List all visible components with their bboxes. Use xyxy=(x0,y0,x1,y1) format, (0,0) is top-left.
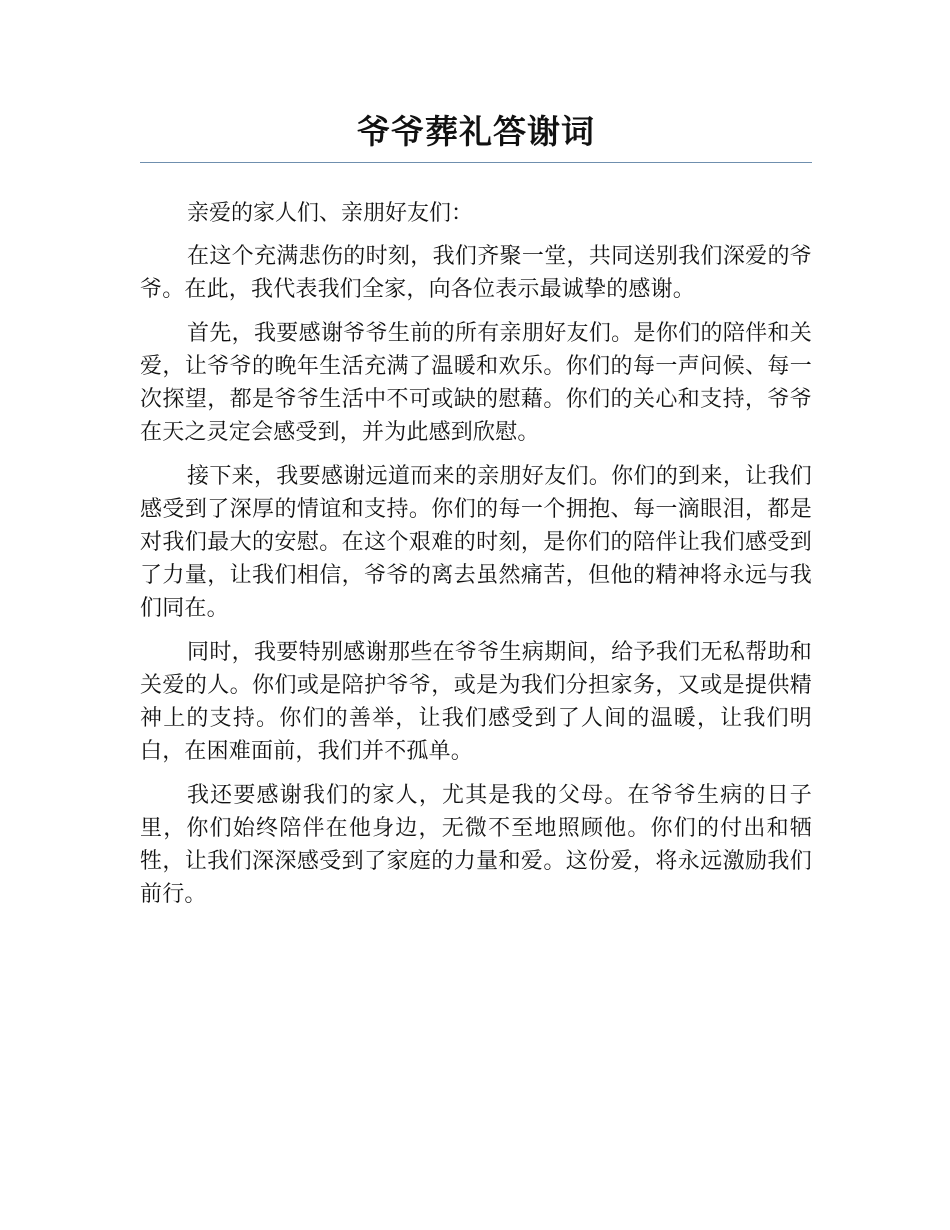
salutation: 亲爱的家人们、亲朋好友们： xyxy=(187,201,474,226)
paragraph-4: 同时，我要特别感谢那些在爷爷生病期间，给予我们无私帮助和关爱的人。你们或是陪护爷爷，或是为我们分担家务，又或是提供精神上的支持。你们的善举，让我们感受到了人间的温暖，让我们明白，在困难面前，我们并不孤单。 xyxy=(140,640,812,764)
paragraph-5: 我还要感谢我们的家人，尤其是我的父母。在爷爷生病的日子里，你们始终陪伴在他身边，无微不至地照顾他。你们的付出和牺牲，让我们深深感受到了家庭的力量和爱。这份爱，将永远激励我们前行。 xyxy=(140,783,812,907)
paragraph-2: 首先，我要感谢爷爷生前的所有亲朋好友们。是你们的陪伴和关爱，让爷爷的晚年生活充满了温暖和欢乐。你们的每一声问候、每一次探望，都是爷爷生活中不可或缺的慰藉。你们的关心和支持，爷爷在天之灵定会感受到，并为此感到欣慰。 xyxy=(140,321,812,445)
document-page xyxy=(140,108,812,922)
paragraph-1: 在这个充满悲伤的时刻，我们齐聚一堂，共同送别我们深爱的爷爷。在此，我代表我们全家，向各位表示最诚挚的感谢。 xyxy=(140,244,812,302)
title-underline xyxy=(140,162,812,163)
document-title: 爷爷葬礼答谢词 xyxy=(357,112,595,151)
paragraph-3: 接下来，我要感谢远道而来的亲朋好友们。你们的到来，让我们感受到了深厚的情谊和支持。你们的每一个拥抱、每一滴眼泪，都是对我们最大的安慰。在这个艰难的时刻，是你们的陪伴让我们感受到了力量，让我们相信，爷爷的离去虽然痛苦，但他的精神将永远与我们同在。 xyxy=(140,464,812,621)
